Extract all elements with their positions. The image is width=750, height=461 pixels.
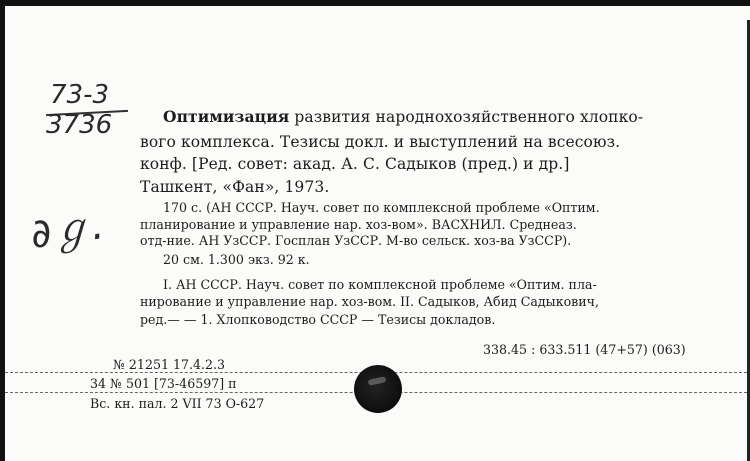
description-line-1: 170 с. (АН СССР. Науч. совет по комплексной проблеме «Оптим. [163, 200, 600, 215]
description-line-4: 20 см. 1.300 экз. 92 к. [163, 252, 310, 267]
call-number-bottom: 3736 [46, 110, 113, 140]
entry-line-1 [163, 109, 643, 126]
tracings-line-2: нирование и управление нар. хоз-вом. II. Садыков, Абид Садыкович, [140, 294, 599, 309]
entry-line-4: Ташкент, «Фан», 1973. [140, 178, 330, 196]
call-number-top: 73-3 [50, 80, 110, 110]
entry-line-3: конф. [Ред. совет: акад. А. С. Садыков (пред.) и др.] [140, 155, 570, 173]
tracings-line-1: I. АН СССР. Науч. совет по комплексной проблеме «Оптим. пла- [163, 277, 597, 292]
handwritten-margin-note: ∂ℊ. [27, 202, 107, 258]
entry-line-1-rest: развития народнохозяйственного хлопко- [289, 108, 644, 126]
registry-line-3: Вс. кн. пал. 2 VII 73 О-627 [90, 396, 265, 411]
tracings-line-3: ред.— — 1. Хлопководство СССР — Тезисы докладов. [140, 312, 496, 327]
card-punch-hole [354, 365, 402, 413]
entry-title-word: Оптимизация [163, 107, 290, 126]
description-line-2: планирование и управление нар. хоз-вом». ВАСХНИЛ. Среднеаз. [140, 217, 577, 232]
description-line-3: отд-ние. АН УзССР. Госплан УзССР. М-во сельск. хоз-ва УзССР). [140, 233, 572, 248]
classification-index: 338.45 : 633.511 (47+57) (063) [483, 342, 686, 357]
registry-line-2: 34 № 501 [73-46597] п [90, 376, 237, 391]
registry-line-1: № 21251 17.4.2.3 [113, 357, 226, 372]
entry-line-2: вого комплекса. Тезисы докл. и выступлений на всесоюз. [140, 133, 621, 151]
card-top-edge [0, 0, 750, 6]
